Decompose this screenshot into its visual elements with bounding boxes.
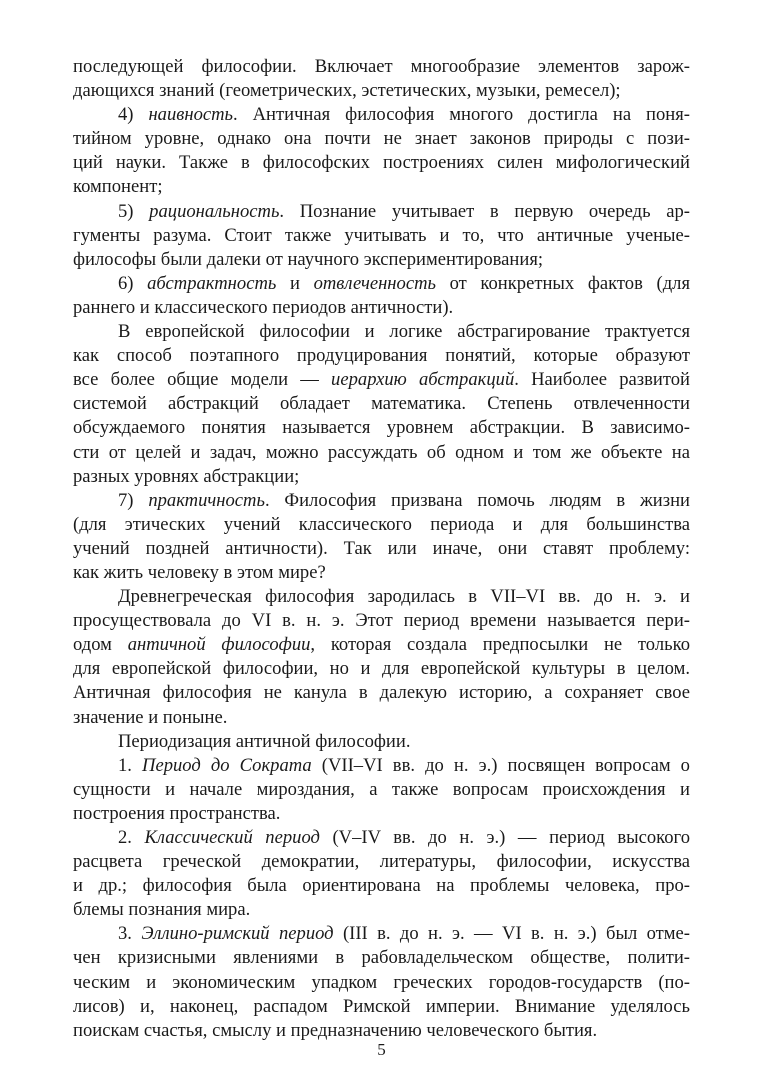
text-line (73, 368, 690, 392)
text-run: чен кризисными явлениями в рабовладельческом обществе, полити- (73, 947, 690, 969)
text-line (73, 802, 690, 826)
text-line (73, 248, 690, 272)
text-line (73, 416, 690, 440)
text-run: 4) (118, 104, 149, 126)
text-line (73, 200, 690, 224)
text-run: 1. (118, 754, 143, 776)
text-run: поискам счастья, смыслу и предназначению человеческого бытия. (73, 1019, 598, 1041)
text-line (73, 657, 690, 681)
paragraph (73, 200, 690, 272)
paragraph (73, 489, 690, 585)
text-line (73, 55, 690, 79)
text-line (73, 585, 690, 609)
text-run: одом (73, 634, 128, 656)
text-run: как способ поэтапного продуцирования понятий, которые образуют (73, 345, 690, 367)
text-line (73, 224, 690, 248)
text-run: от конкретных фактов (для (435, 272, 690, 294)
italic-term: Период до Сократа (142, 754, 312, 776)
text-line (73, 706, 690, 730)
text-run: В европейской философии и логике абстрагирование трактуется (118, 321, 690, 343)
text-line (73, 561, 690, 585)
text-run: значение и поныне. (73, 706, 228, 728)
text-line (73, 730, 690, 754)
text-run: Периодизация античной философии. (118, 730, 411, 752)
text-run: 5) (118, 200, 150, 222)
text-line (73, 850, 690, 874)
text-run: 3. (118, 923, 142, 945)
paragraph (73, 826, 690, 922)
paragraph (73, 320, 690, 489)
italic-term: античной философии (127, 634, 311, 656)
text-run: сти от целей и задач, можно рассуждать об одном и том же объекте на (73, 441, 690, 463)
text-run: 7) (118, 489, 149, 511)
text-line (73, 392, 690, 416)
text-line (73, 826, 690, 850)
text-line (73, 922, 690, 946)
text-line (73, 344, 690, 368)
text-run: ческим и экономическим упадком греческих городов-государств (по- (73, 971, 690, 993)
text-line (73, 127, 690, 151)
text-run: для европейской философии, но и для европейской культуры в целом. (73, 658, 690, 680)
paragraph (73, 754, 690, 826)
text-line (73, 995, 690, 1019)
text-line (73, 296, 690, 320)
text-run: последующей философии. Включает многообразие элементов зарож- (73, 56, 690, 77)
text-line (73, 175, 690, 199)
text-run: системой абстракций обладает математика. Степень отвлеченности (73, 393, 690, 415)
text-line (73, 441, 690, 465)
text-line (73, 609, 690, 633)
text-line (73, 103, 690, 127)
italic-term: абстрактность (147, 272, 277, 294)
text-line (73, 79, 690, 103)
text-run: и др.; философия была ориентирована на проблемы человека, про- (73, 875, 690, 897)
text-run: обсуждаемого понятия называется уровнем абстракции. В зависимо- (73, 417, 690, 439)
text-line (73, 320, 690, 344)
text-run: . Античная философия многого достигла на поня- (233, 104, 690, 126)
page-number: 5 (377, 1040, 386, 1059)
text-line (73, 513, 690, 537)
text-run: . Философия призвана помочь людям в жизни (264, 489, 690, 511)
text-run: и (276, 272, 314, 294)
text-run: лисов) и, наконец, распадом Римской империи. Внимание уделялось (73, 995, 690, 1017)
text-run: Античная философия не канула в далекую историю, а сохраняет свое (73, 682, 690, 704)
paragraph (73, 272, 690, 320)
italic-term: отвлеченность (313, 272, 436, 294)
text-line (73, 537, 690, 561)
text-line (73, 971, 690, 995)
text-run: (III в. до н. э. — VI в. н. э.) был отме- (333, 923, 690, 945)
text-line (73, 681, 690, 705)
text-run: дающихся знаний (геометрических, эстетических, музыки, ремесел); (73, 80, 621, 102)
text-run: 2. (118, 827, 145, 848)
text-run: . Наиболее развитой (514, 369, 690, 391)
text-run: философы были далеки от научного экспериментирования; (73, 248, 544, 270)
text-run: построения пространства. (73, 802, 281, 824)
text-run: блемы познания мира. (73, 899, 251, 921)
text-line (73, 874, 690, 898)
paragraph (73, 730, 690, 754)
text-line (73, 898, 690, 922)
text-line (73, 778, 690, 802)
italic-term: рациональность (149, 200, 280, 222)
text-run: все более общие модели — (73, 369, 332, 391)
italic-term: Эллино-римский период (141, 923, 334, 945)
text-run: разных уровнях абстракции; (73, 465, 300, 487)
text-line (73, 633, 690, 657)
text-line (73, 465, 690, 489)
italic-term: Классический период (144, 827, 320, 848)
text-run: (VII–VI вв. до н. э.) посвящен вопросам о (311, 754, 690, 776)
text-run: (для этических учений классического периода и для большинства (73, 513, 690, 535)
text-line (73, 489, 690, 513)
text-line (73, 272, 690, 296)
text-line (73, 754, 690, 778)
text-run: гументы разума. Стоит также учитывать и то, что античные ученые- (73, 224, 690, 246)
text-run: как жить человеку в этом мире? (73, 561, 326, 583)
text-run: , которая создала предпосылки не только (310, 634, 690, 656)
text-run: раннего и классического периодов античности). (73, 296, 454, 318)
paragraph (73, 103, 690, 199)
paragraph (73, 55, 690, 103)
text-run: (V–IV вв. до н. э.) — период высокого (319, 827, 690, 848)
text-run: ций науки. Также в философских построениях силен мифологический (73, 152, 690, 174)
paragraph (73, 585, 690, 730)
text-run: расцвета греческой демократии, литературы, философии, искусства (73, 851, 690, 873)
paragraph (73, 922, 690, 1042)
italic-term: практичность (148, 489, 265, 511)
italic-term: иерархию абстракций (331, 369, 515, 391)
text-line (73, 946, 690, 970)
text-run: компонент; (73, 176, 163, 198)
text-run: тийном уровне, однако она почти не знает законов природы с пози- (73, 128, 690, 150)
text-run: Древнегреческая философия зародилась в VII–VI вв. до н. э. и (118, 586, 690, 608)
text-line (73, 151, 690, 175)
text-run: . Познание учитывает в первую очередь ар- (279, 200, 690, 222)
text-run: просуществовала до VI в. н. э. Этот период времени называется пери- (73, 610, 690, 632)
text-run: учений поздней античности). Так или иначе, они ставят проблему: (73, 537, 690, 559)
text-run: 6) (118, 272, 148, 294)
italic-term: наивность (148, 104, 234, 126)
text-run: сущности и начале мироздания, а также вопросам происхождения и (73, 778, 690, 800)
page-body (73, 55, 690, 1043)
